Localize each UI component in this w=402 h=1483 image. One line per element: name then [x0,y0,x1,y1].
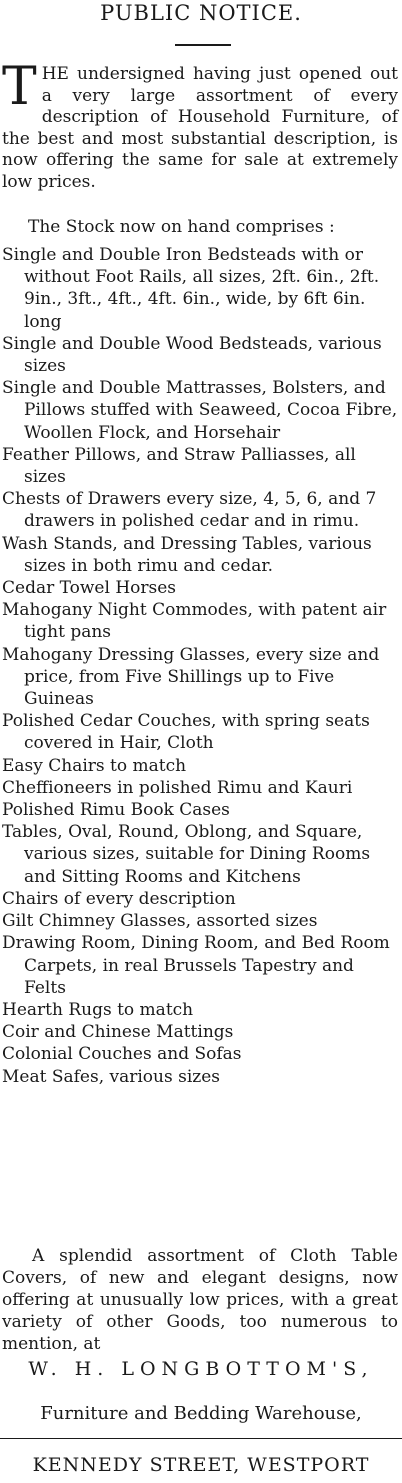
drop-cap: T [2,57,37,117]
stock-lead: The Stock now on hand comprises : [28,217,335,237]
intro-text: HE undersigned having just opened out a very large assortment of every description of Household Furniture, of the best and most substantial description, is now offering the same for sale at extremely low prices. [2,64,398,192]
stock-item: Wash Stands, and Dressing Tables, various sizes in both rimu and cedar. [2,533,372,576]
stock-item: Chests of Drawers every size, 4, 5, 6, and 7 drawers in polished cedar and in rimu. [2,489,377,532]
notice-title: PUBLIC NOTICE. [100,1,302,25]
title-rule [175,44,231,46]
stock-item: Meat Safes, various sizes [2,1066,221,1087]
stock-item: Cheffioneers in polished Rimu and Kauri [2,777,353,798]
stock-item: Cedar Towel Horses [2,578,177,599]
stock-item: Easy Chairs to match [2,755,187,776]
stock-list [2,244,398,1088]
stock-item: Single and Double Wood Bedsteads, various sizes [2,333,382,377]
warehouse-line: Furniture and Bedding Warehouse, [40,1403,362,1424]
stock-item: Tables, Oval, Round, Oblong, and Square, various sizes, suitable for Dining Rooms and Sitting Rooms and Kitchens [2,822,371,887]
stock-item: Feather Pillows, and Straw Palliasses, all sizes [2,444,356,488]
stock-item: Gilt Chimney Glasses, assorted sizes [2,911,318,932]
stock-item: Mahogany Dressing Glasses, every size and price, from Five Shillings up to Five Guineas [2,644,380,710]
stock-item: Polished Rimu Book Cases [2,800,230,821]
stock-item: Chairs of every description [2,888,236,909]
stock-item: Coir and Chinese Mattings [2,1022,234,1043]
stock-item: Single and Double Iron Bedsteads with or without Foot Rails, all sizes, 2ft. 6in., 2ft. 9in., 3ft., 4ft., 4ft. 6in., wide, by 6ft 6in. long [2,245,380,332]
address-line: KENNEDY STREET, WESTPORT [32,1454,370,1476]
stock-item: Single and Double Mattrasses, Bolsters, and Pillows stuffed with Seaweed, Cocoa Fibre, Woollen Flock, and Horsehair [2,378,398,443]
closing-text: A splendid assortment of Cloth Table Covers, of new and elegant designs, now offering at unusually low prices, with a great variety of other Goods, too numerous to mention, at [2,1246,398,1354]
stock-item: Colonial Couches and Sofas [2,1044,242,1065]
stock-item: Mahogany Night Commodes, with patent air tight pans [2,600,387,643]
closing-paragraph [2,1245,398,1355]
footer-rule [0,1438,402,1439]
stock-item: Drawing Room, Dining Room, and Bed Room Carpets, in real Brussels Tapestry and Felts [2,933,390,998]
intro-paragraph [2,57,398,193]
firm-name: W. H. LONGBOTTOM'S, [28,1358,374,1380]
stock-item: Polished Cedar Couches, with spring seats covered in Hair, Cloth [2,711,370,754]
stock-item: Hearth Rugs to match [2,999,194,1020]
